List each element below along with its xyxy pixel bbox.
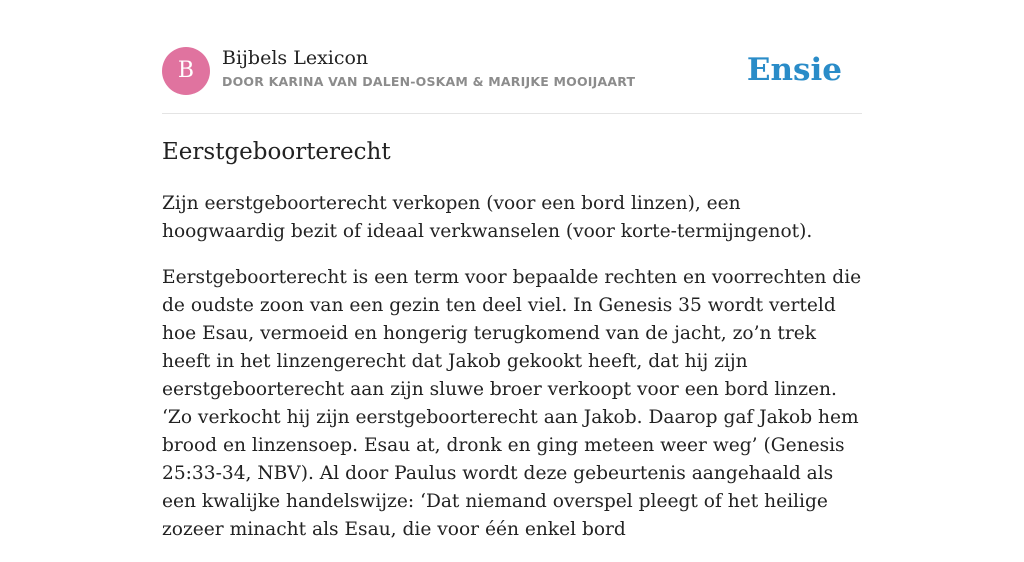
lexicon-title[interactable]: Bijbels Lexicon bbox=[222, 47, 369, 69]
paragraph-definition: Zijn eerstgeboorterecht verkopen (voor een bord linzen), een hoogwaardig bezit of ideaal verkwanselen (voor korte-termijngenot). bbox=[162, 193, 813, 242]
ensie-logo[interactable]: Ensie bbox=[746, 52, 842, 88]
page bbox=[162, 0, 862, 540]
header bbox=[162, 46, 862, 96]
avatar[interactable]: B bbox=[162, 47, 210, 95]
authors-byline: DOOR KARINA VAN DALEN-OSKAM & MARIJKE MOOIJAART bbox=[222, 74, 636, 89]
article-body bbox=[162, 190, 862, 562]
paragraph-explanation: Eerstgeboorterecht is een term voor bepaalde rechten en voorrechten die de oudste zoon van een gezin ten deel viel. In Genesis 35 wordt verteld hoe Esau, vermoeid en hongerig terugkomend van de jacht, zo’n trek heeft in het linzengerecht dat Jakob gekookt heeft, dat hij zijn eerstgeboorterecht aan zijn sluwe broer verkoopt voor een bord linzen. ‘Zo verkocht hij zijn eerstgeboorterecht aan Jakob. Daarop gaf Jakob hem brood en linzensoep. Esau at, dronk en ging meteen weer weg’ (Genesis 25:33-34, NBV). Al door Paulus wordt deze gebeurtenis aangehaald als een kwalijke handelswijze: ‘Dat niemand overspel pleegt of het heilige zozeer minacht als Esau, die voor één enkel bord bbox=[162, 267, 862, 540]
article-title: Eerstgeboorterecht bbox=[162, 139, 391, 165]
header-divider bbox=[162, 113, 862, 114]
